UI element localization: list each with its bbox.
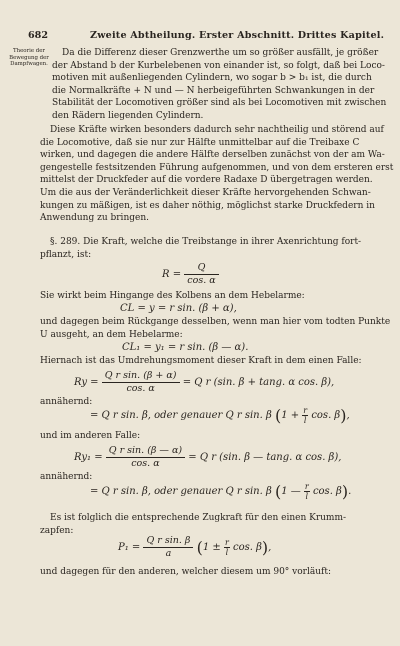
numerator: r bbox=[224, 538, 229, 547]
formula-text: = Q r sin. β, oder genauer Q r sin. β bbox=[90, 486, 272, 497]
formula-tail: cos. β bbox=[312, 486, 342, 497]
close-paren: ) bbox=[340, 406, 347, 425]
close-paren: ) bbox=[261, 538, 269, 557]
text-line: Da die Differenz dieser Grenzwerthe um so größer ausfällt, je größer bbox=[62, 48, 379, 58]
text-line: der Abstand b der Kurbelebenen von einander ist, so folgt, daß bei Loco- bbox=[52, 60, 385, 71]
open-paren: ( bbox=[274, 482, 282, 501]
running-title: Zweite Abtheilung. Erster Abschnitt. Drittes Kapitel. bbox=[90, 30, 385, 41]
text-last: und dagegen für den anderen, welcher diesem um 90° vorläuft: bbox=[40, 567, 331, 577]
margin-note: Theorie der Bewegung der Dampfwagen. bbox=[9, 48, 49, 68]
formula-lhs: Ry₁ = bbox=[74, 452, 103, 463]
text-line: die Normalkräfte + N und — N herbeigeführten Schwankungen in der bbox=[52, 85, 375, 96]
label-annaehernd-2: annähernd: bbox=[40, 472, 93, 482]
text-rueckgang bbox=[40, 316, 391, 341]
formula-tail: cos. β bbox=[232, 542, 262, 553]
formula-R bbox=[162, 262, 219, 287]
fraction bbox=[304, 482, 310, 501]
formula-CL1: CL₁ = y₁ = r sin. (β — α). bbox=[122, 342, 249, 353]
denominator: l bbox=[305, 492, 309, 501]
formula-lhs: P₁ = bbox=[118, 542, 141, 553]
text-line: Um die aus der Veränderlichkeit dieser Kräfte hervorgehenden Schwan- bbox=[40, 187, 371, 198]
open-paren: ( bbox=[196, 538, 203, 557]
label-annaehernd-1: annähernd: bbox=[40, 397, 93, 407]
numerator: Q bbox=[184, 262, 218, 275]
paragraph-3 bbox=[40, 236, 376, 261]
formula-P1: P₁ = $\frac{\text{Q r sin. β}}{a}$ (1 ± $\frac{r}{l}$ cos. β), bbox=[118, 535, 272, 559]
numerator: Q r sin. β bbox=[143, 535, 193, 548]
formula-CL: CL = y = r sin. (β + α), bbox=[120, 303, 237, 314]
denominator: cos. α bbox=[126, 383, 155, 394]
text-line: Diese Kräfte wirken besonders dadurch sehr nachtheilig und störend auf bbox=[50, 125, 384, 135]
text-line: pflanzt, ist: bbox=[40, 249, 92, 260]
text-line: motiven mit außenliegenden Cylindern, wo sogar b > b₁ ist, die durch bbox=[52, 73, 372, 84]
text-line: den Rädern liegenden Cylindern. bbox=[52, 110, 204, 121]
text-line: Es ist folglich die entsprechende Zugkraft für den einen Krumm- bbox=[50, 513, 347, 523]
numerator: Q r sin. (β + α) bbox=[102, 370, 180, 383]
denominator: l bbox=[225, 548, 229, 557]
fraction bbox=[106, 445, 185, 470]
text-umdrehung: Hiernach ist das Umdrehungsmoment dieser Kraft in dem einen Falle: bbox=[40, 356, 362, 366]
denominator: cos. α bbox=[187, 275, 216, 286]
text-line: wirken, und dagegen die andere Hälfte derselben zunächst von der am Wa- bbox=[40, 150, 385, 161]
paragraph-1 bbox=[52, 47, 388, 123]
text-line: kungen zu mäßigen, ist es daher nöthig, möglichst starke Druckfedern in bbox=[40, 200, 375, 211]
denominator: cos. α bbox=[131, 458, 160, 469]
numerator: r bbox=[304, 482, 309, 491]
formula-approx-2: = Q r sin. β, oder genauer Q r sin. β (1 — $\frac{r}{l}$ cos. β). bbox=[90, 482, 352, 501]
section-heading-line: §. 289. Die Kraft, welche die Treibstange in ihrer Axenrichtung fort- bbox=[50, 237, 362, 247]
text-line: gengestelle festsitzenden Führung aufgenommen, und von dem ersteren erst bbox=[40, 162, 394, 173]
formula-Ry1 bbox=[74, 445, 341, 470]
fraction bbox=[102, 370, 180, 395]
close-paren: ) bbox=[341, 482, 349, 501]
formula-rhs: = Q r (sin. β + tang. α cos. β), bbox=[182, 377, 335, 388]
denominator: a bbox=[165, 548, 172, 559]
formula-lhs: R = bbox=[162, 269, 182, 280]
text-line: Anwendung zu bringen. bbox=[40, 213, 149, 224]
formula-tail: cos. β bbox=[311, 410, 341, 421]
fraction bbox=[224, 538, 230, 557]
formula-lhs: Ry = bbox=[74, 377, 99, 388]
open-paren: ( bbox=[274, 406, 282, 425]
text-line: die Locomotive, daß sie nur zur Hälfte unmittelbar auf die Treibaxe C bbox=[40, 137, 360, 148]
text-line: und dagegen beim Rückgange desselben, wenn man hier vom todten Punkte bbox=[40, 317, 391, 327]
text-line: U ausgeht, an dem Hebelarme: bbox=[40, 329, 183, 340]
formula-Ry bbox=[74, 370, 334, 395]
text-zugkraft bbox=[40, 512, 376, 537]
fraction bbox=[302, 406, 308, 425]
formula-rhs: = Q r (sin. β — tang. α cos. β), bbox=[188, 452, 342, 463]
label-anderen: und im anderen Falle: bbox=[40, 431, 141, 441]
formula-approx-1: = Q r sin. β, oder genauer Q r sin. β (1 + $\frac{r}{l}$ cos. β), bbox=[90, 406, 350, 425]
numerator: r bbox=[303, 406, 308, 415]
text-line: mittelst der Druckfeder auf die vordere Radaxe D übergetragen werden. bbox=[40, 175, 373, 186]
fraction bbox=[143, 535, 193, 560]
text-line: Stabilität der Locomotiven größer sind als bei Locomotiven mit zwischen bbox=[52, 98, 387, 109]
text-line: zapfen: bbox=[40, 525, 74, 536]
formula-text: = Q r sin. β, oder genauer Q r sin. β bbox=[90, 410, 272, 421]
page-number: 682 bbox=[28, 30, 49, 41]
paragraph-2 bbox=[40, 124, 394, 225]
text-hebelarme: Sie wirkt beim Hingange des Kolbens an dem Hebelarme: bbox=[40, 291, 305, 301]
denominator: l bbox=[303, 416, 307, 425]
fraction bbox=[184, 262, 218, 287]
numerator: Q r sin. (β — α) bbox=[106, 445, 185, 458]
